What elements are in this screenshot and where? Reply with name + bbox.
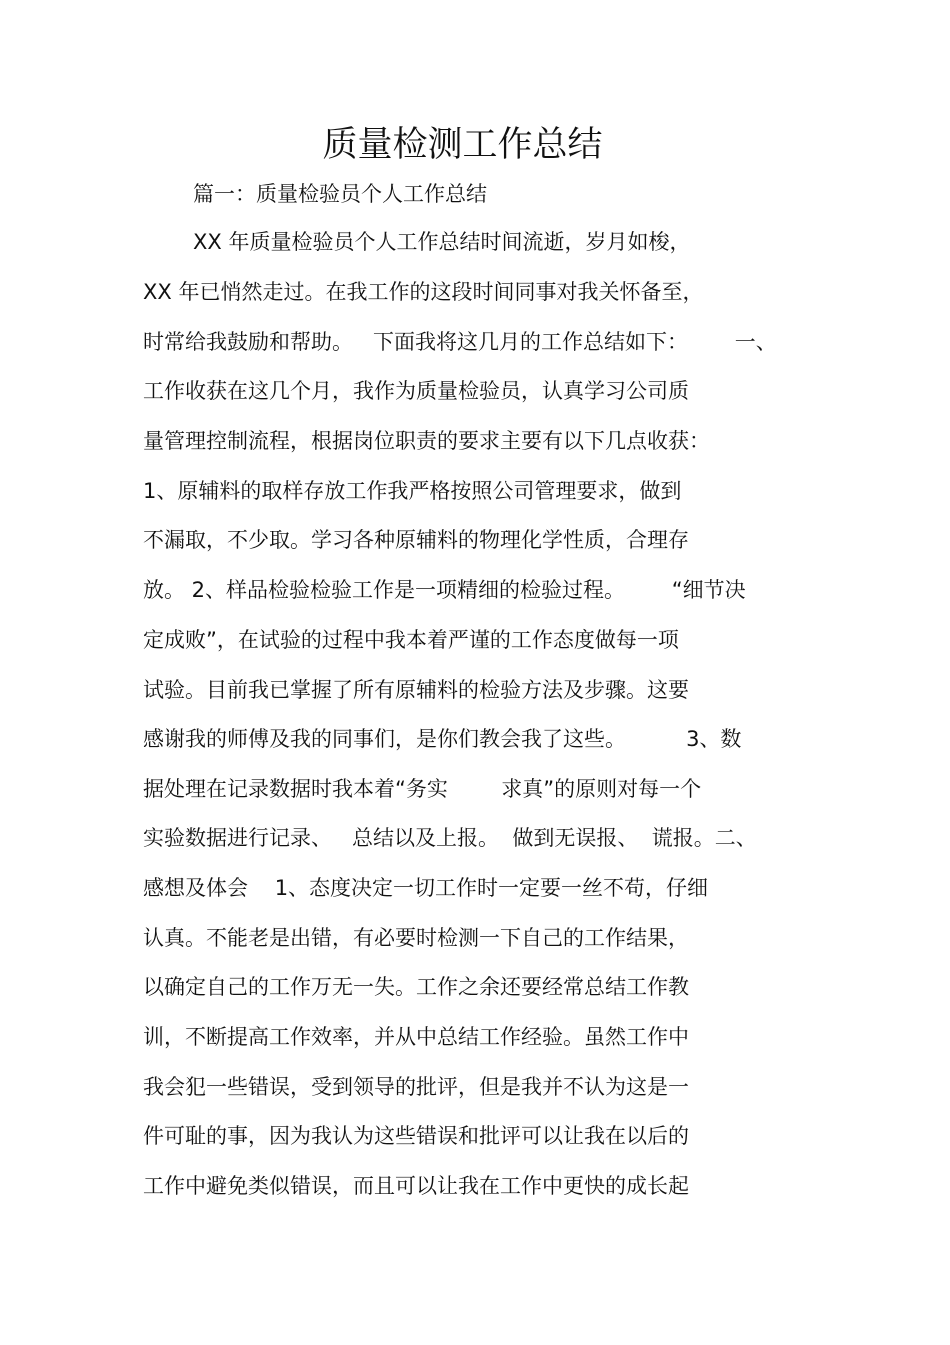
paragraph-line: 实验数据进行记录、 总结以及上报。 做到无误报、 谎报。二、	[143, 826, 757, 850]
document-title: 质量检测工作总结	[322, 125, 603, 165]
paragraph-line: XX 年已悄然走过。在我工作的这段时间同事对我关怀备至，	[143, 280, 704, 304]
paragraph-line: 我会犯一些错误，受到领导的批评，但是我并不认为这是一	[143, 1075, 689, 1099]
paragraph-line: 认真。不能老是出错，有必要时检测一下自己的工作结果，	[143, 926, 689, 950]
paragraph-line: 感想及体会 1、态度决定一切工作时一定要一丝不苟，仔细	[143, 876, 709, 900]
paragraph-line: 件可耻的事，因为我认为这些错误和批评可以让我在以后的	[143, 1124, 689, 1148]
paragraph-line: 工作收获在这几个月，我作为质量检验员，认真学习公司质	[143, 379, 689, 403]
paragraph-line: 工作中避免类似错误，而且可以让我在工作中更快的成长起	[143, 1174, 689, 1198]
paragraph-line: 量管理控制流程，根据岗位职责的要求主要有以下几点收获：	[143, 429, 710, 453]
paragraph-line: 训，不断提高工作效率，并从中总结工作经验。虽然工作中	[143, 1025, 689, 1049]
paragraph-line: 据处理在记录数据时我本着“务实 求真”的原则对每一个	[143, 777, 702, 801]
paragraph-line: 时常给我鼓励和帮助。 下面我将这几月的工作总结如下： 一、	[143, 330, 777, 354]
paragraph-line: 感谢我的师傅及我的同事们，是你们教会我了这些。 3、数	[143, 727, 742, 751]
paragraph-line: 1、原辅料的取样存放工作我严格按照公司管理要求，做到	[143, 479, 682, 503]
paragraph-line: 定成败”，在试验的过程中我本着严谨的工作态度做每一项	[143, 628, 679, 652]
paragraph-line: 试验。目前我已掌握了所有原辅料的检验方法及步骤。这要	[143, 678, 689, 702]
document-subtitle: 篇一：质量检验员个人工作总结	[193, 182, 487, 206]
paragraph-line: 以确定自己的工作万无一失。工作之余还要经常总结工作教	[143, 975, 689, 999]
paragraph-line: 放。 2、样品检验检验工作是一项精细的检验过程。 “细节决	[143, 578, 746, 602]
paragraph-line: XX 年质量检验员个人工作总结时间流逝，岁月如梭，	[193, 230, 691, 254]
paragraph-line: 不漏取，不少取。学习各种原辅料的物理化学性质，合理存	[143, 528, 689, 552]
